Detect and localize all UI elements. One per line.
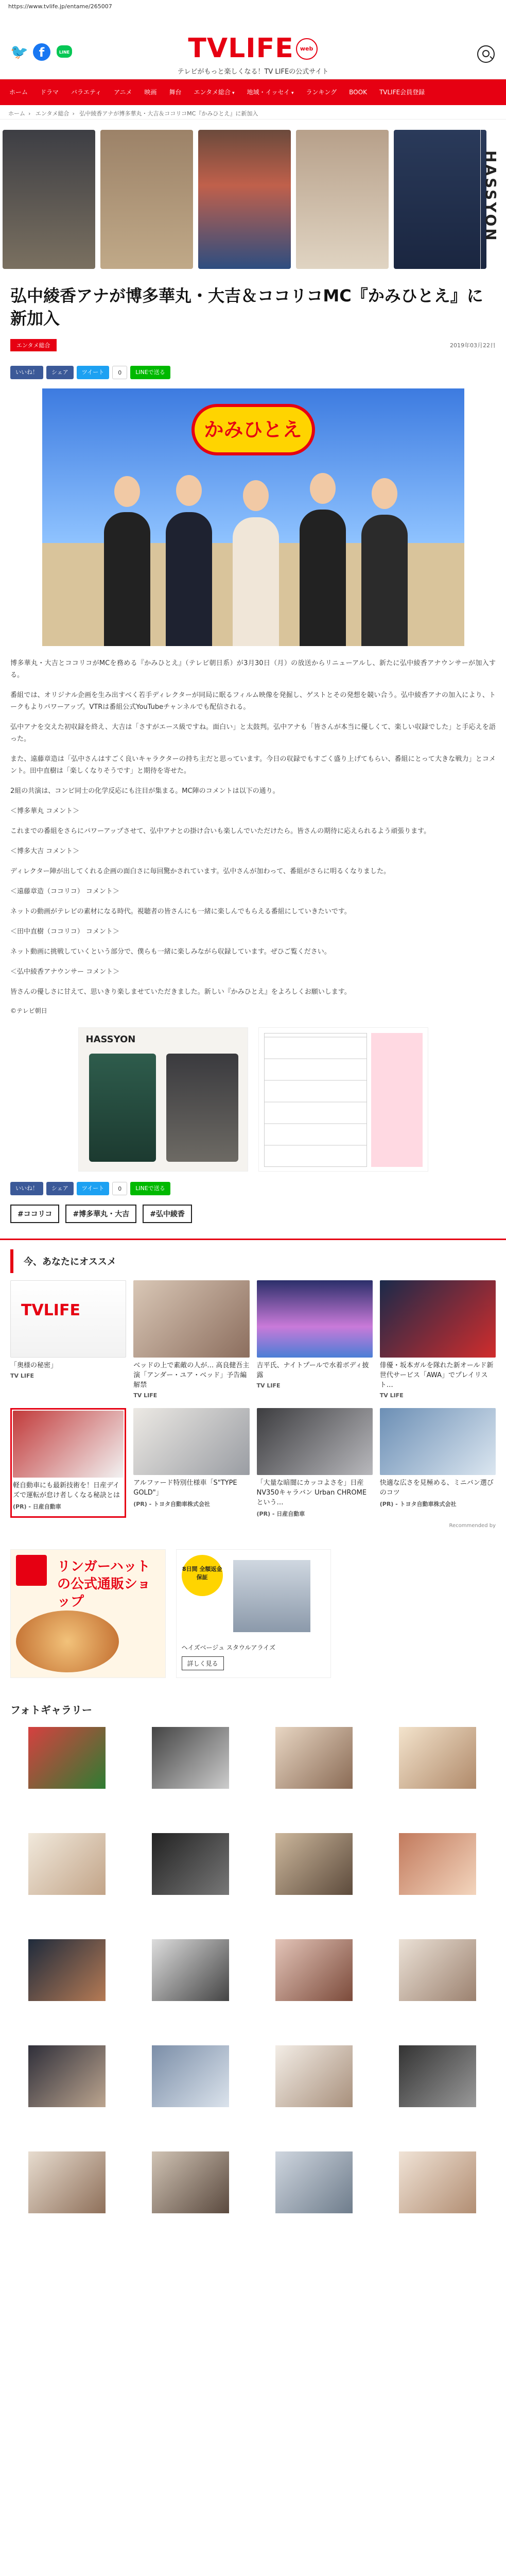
- site-logo[interactable]: [179, 34, 326, 63]
- ad-coat-image: [166, 1054, 238, 1162]
- gallery-photo[interactable]: [275, 2045, 353, 2107]
- ad-ringerhut[interactable]: [10, 1549, 166, 1678]
- card-caption: ベッドの上で素敵の人が… 高良健吾主演「アンダー・ユア・ベッド」予告編解禁: [133, 1362, 250, 1389]
- bottom-ads: [0, 1549, 506, 1678]
- publish-date: 2019年03月22日: [450, 342, 496, 349]
- cast-member: [104, 512, 150, 646]
- cast-head: [372, 478, 397, 509]
- cast-head: [243, 480, 269, 511]
- cast-member: [233, 517, 279, 646]
- gallery-photo[interactable]: [275, 1939, 353, 2001]
- paragraph: 博多華丸・大吉とココリコがMCを務める『かみひとえ』（テレビ朝日系）が3月30日（月）の放送からリニューアルし、新たに弘中綾香アナウンサーが加入する。: [10, 659, 496, 679]
- paragraph: 番組では、オリジナル企画を生み出すべく若手ディレクターが同局に眠るフィルム映像を発掘し、ゲストとその発想を競い合う。弘中綾香アナの加入により、トークもよりパワーアップ。VTRは番組公式YouTubeチャンネルでも配信される。: [10, 691, 496, 711]
- ad-product-image: [233, 1560, 310, 1632]
- card-thumbnail: [257, 1408, 373, 1475]
- gallery-photo[interactable]: [399, 1727, 476, 1789]
- paragraph: 弘中アナを交えた初収録を終え、大吉は「さすがエース級ですね。面白い」と太鼓判。弘中アナも「皆さんが本当に優しくて、楽しい収録でした」と手応えを語った。: [10, 723, 496, 743]
- breadcrumb: ホーム › エンタメ総合 › 弘中綾香アナが博多華丸・大吉＆ココリコMC『かみひとえ』に新加入: [0, 105, 506, 120]
- logo-text: TVLIFE: [188, 33, 294, 64]
- card-source: TV LIFE: [10, 1372, 34, 1379]
- card-thumbnail: [10, 1280, 126, 1358]
- card-source: (PR) - 日産自動車: [256, 1511, 305, 1517]
- card-source: TV LIFE: [379, 1392, 404, 1399]
- ad-brand-text: HASSYON: [482, 150, 499, 243]
- breadcrumb-home[interactable]: ホーム: [8, 110, 25, 117]
- card-source: (PR) - トヨタ自動車株式会社: [133, 1501, 211, 1507]
- comment-heading: ＜田中直樹（ココリコ） コメント＞: [10, 928, 119, 936]
- card-thumbnail: [380, 1280, 496, 1358]
- card-source: TV LIFE: [256, 1382, 281, 1389]
- manga-cover: [371, 1033, 423, 1167]
- comment-text: これまでの番組をさらにパワーアップさせて、弘中アナとの掛け合いも楽しんでいただけたら。皆さんの期待に応えられるよう頑張ります。: [10, 827, 431, 835]
- ringerhut-logo-icon: [16, 1555, 47, 1586]
- card-caption: 俳優・坂本ガルを隊れた新オールド新世代サービス「AWA」でプレイリスト…: [379, 1362, 494, 1389]
- comment-heading: ＜遠藤章造（ココリコ） コメント＞: [10, 888, 119, 895]
- card-caption: アルファード特別仕様車「S"TYPE GOLD"」: [133, 1479, 237, 1497]
- nav-book[interactable]: BOOK: [349, 89, 367, 96]
- comment-heading: ＜弘中綾香アナウンサー コメント＞: [10, 968, 120, 976]
- cast-member: [361, 515, 408, 646]
- card-source: (PR) - 日産自動車: [13, 1503, 61, 1510]
- line-share-button[interactable]: LINEで送る: [130, 366, 170, 379]
- inline-ads: [10, 1027, 496, 1172]
- gallery-photo[interactable]: [399, 2151, 476, 2213]
- line-icon[interactable]: [56, 43, 73, 61]
- comment-text: ネットの動画がテレビの素材になる時代。視聴者の皆さんにも一緒に楽しんでもらえる番組にしていきたいです。: [10, 908, 351, 916]
- nav-anime[interactable]: アニメ: [114, 89, 132, 96]
- ad-coat-image: [3, 130, 95, 269]
- tweet-count: 0: [112, 1182, 127, 1195]
- recommended-by-label: Recommended by: [449, 1523, 496, 1529]
- gallery-photo[interactable]: [399, 2045, 476, 2107]
- recommend-heading: 今、あなたにオススメ: [10, 1249, 496, 1273]
- manga-panels: [264, 1033, 367, 1167]
- recommend-card[interactable]: [10, 1280, 126, 1399]
- gallery-heading: フォトギャラリー: [10, 1704, 92, 1716]
- ad-coat-image: [198, 130, 291, 269]
- ad-cta-button[interactable]: 詳しく見る: [182, 1656, 224, 1670]
- show-sign-text: かみひとえ: [204, 418, 302, 441]
- section-divider: [0, 1239, 506, 1240]
- nav-home[interactable]: ホーム: [9, 89, 28, 96]
- recommend-card[interactable]: [380, 1280, 496, 1399]
- main-nav: [0, 79, 506, 105]
- gallery-photo[interactable]: [399, 1833, 476, 1895]
- photo-gallery: [0, 1727, 506, 2213]
- facebook-like-button[interactable]: いいね！: [10, 366, 43, 379]
- web-badge: web: [296, 38, 318, 60]
- gallery-photo[interactable]: [275, 2151, 353, 2213]
- cast-member: [300, 510, 346, 646]
- recommend-grid: [0, 1280, 506, 1399]
- address-bar[interactable]: https://www.tvlife.jp/entame/265007: [0, 0, 506, 12]
- ad-brand-text: HASSYON: [85, 1034, 136, 1045]
- gallery-photo[interactable]: [28, 1833, 106, 1895]
- card-caption: 「奥様の秘密」: [10, 1362, 58, 1369]
- site-header: [0, 12, 506, 79]
- sponsored-card[interactable]: [10, 1408, 126, 1518]
- ad-coat-image: [394, 130, 486, 269]
- copyright-source: ©テレビ朝日: [10, 1007, 47, 1014]
- nav-drama[interactable]: ドラマ: [40, 89, 59, 96]
- gallery-photo[interactable]: [152, 2045, 229, 2107]
- show-sign: [191, 404, 315, 455]
- share-bar-bottom: [10, 1182, 496, 1195]
- facebook-icon[interactable]: f: [33, 43, 50, 61]
- nav-movie[interactable]: 映画: [144, 89, 157, 96]
- card-thumbnail: [257, 1280, 373, 1358]
- card-thumbnail: [133, 1408, 249, 1475]
- nav-stage[interactable]: 舞台: [169, 89, 182, 96]
- nav-ranking[interactable]: ランキング: [306, 89, 337, 96]
- ad-coat-image: [296, 130, 389, 269]
- gallery-photo[interactable]: [152, 1833, 229, 1895]
- comment-heading: ＜博多大吉 コメント＞: [10, 848, 80, 855]
- gallery-photo[interactable]: [152, 2151, 229, 2213]
- card-thumbnail: [380, 1408, 496, 1475]
- nav-entame[interactable]: エンタメ総合 ▾: [188, 79, 241, 105]
- breadcrumb-category[interactable]: エンタメ総合: [35, 110, 69, 117]
- card-caption: 「大量な暗闇にカッコよさを」日産NV350キャラバン Urban CHROMEという…: [256, 1479, 367, 1506]
- card-thumbnail: [133, 1280, 249, 1358]
- card-caption: 軽自動車にも最新技術を！日産デイズで運転が怠け者しくなる秘訣とは: [13, 1482, 120, 1499]
- ad-brand-panel: [480, 130, 501, 269]
- twitter-icon[interactable]: 🐦: [10, 43, 28, 60]
- card-caption: 快適な広さを見極める、ミニバン選びのコツ: [379, 1479, 494, 1497]
- facebook-like-button[interactable]: いいね！: [10, 1182, 43, 1195]
- ad-food-image: [16, 1611, 119, 1672]
- recommend-card[interactable]: [257, 1280, 373, 1399]
- gallery-photo[interactable]: [275, 1833, 353, 1895]
- gallery-photo[interactable]: [399, 1939, 476, 2001]
- comment-heading: ＜博多華丸 コメント＞: [10, 807, 80, 815]
- nav-region[interactable]: 地域・イッセイ ▾: [241, 79, 300, 105]
- ad-manga[interactable]: [258, 1027, 428, 1172]
- tweet-count: 0: [112, 366, 127, 379]
- card-source: (PR) - トヨタ自動車株式会社: [379, 1501, 457, 1507]
- tag-list: [10, 1205, 496, 1223]
- fashion-ad-banner[interactable]: [0, 125, 506, 274]
- ad-smartwear[interactable]: [176, 1549, 331, 1678]
- search-button[interactable]: [477, 45, 495, 63]
- card-thumbnail: [13, 1411, 124, 1478]
- gallery-photo[interactable]: [28, 1727, 106, 1789]
- facebook-share-button[interactable]: シェア: [46, 1182, 74, 1195]
- svg-text:LINE: LINE: [59, 50, 70, 55]
- category-badge[interactable]: エンタメ総合: [10, 339, 57, 351]
- gallery-photo[interactable]: [28, 2045, 106, 2107]
- paragraph: 2組の共演は、コンビ同士の化学反応にも注目が集まる。MC陣のコメントは以下の通り。: [10, 787, 280, 795]
- search-icon: [482, 50, 490, 57]
- gallery-photo[interactable]: [28, 2151, 106, 2213]
- tag-link[interactable]: #ココリコ: [10, 1205, 59, 1223]
- ad-title: リンガーハットの公式通販ショップ: [57, 1559, 151, 1609]
- cast-head: [310, 473, 336, 504]
- tweet-button[interactable]: ツイート: [77, 366, 109, 379]
- cast-member: [166, 512, 212, 646]
- cast-head: [114, 476, 140, 507]
- gallery-photo[interactable]: [28, 1939, 106, 2001]
- tag-link[interactable]: #博多華丸・大吉: [65, 1205, 136, 1223]
- share-bar-top: [10, 366, 496, 379]
- hero-photo: [42, 388, 464, 646]
- article-title: 弘中綾香アナが博多華丸・大吉＆ココリコMC『かみひとえ』に新加入: [10, 286, 483, 328]
- recommend-card[interactable]: [133, 1280, 249, 1399]
- ad-badge: 8日間 全額返金保証: [182, 1555, 223, 1596]
- nav-variety[interactable]: バラエティ: [71, 89, 102, 96]
- card-logo-text: TVLIFE: [21, 1301, 80, 1319]
- cast-head: [176, 475, 202, 506]
- sponsored-card[interactable]: [133, 1408, 249, 1518]
- line-share-button[interactable]: LINEで送る: [130, 1182, 170, 1195]
- article-body: [10, 657, 496, 998]
- tweet-button[interactable]: ツイート: [77, 1182, 109, 1195]
- comment-text: ディレクター陣が出してくれる企画の面白さに毎回驚かされています。弘中さんが加わって、番組がさらに明るくなりました。: [10, 868, 391, 875]
- ad-coat-image: [100, 130, 193, 269]
- sponsored-grid: [0, 1408, 506, 1518]
- sponsored-card[interactable]: [380, 1408, 496, 1518]
- gallery-photo[interactable]: [275, 1727, 353, 1789]
- ad-coat-image: [89, 1054, 156, 1162]
- comment-text: 皆さんの優しさに甘えて、思いきり楽しませていただきました。新しい『かみひとえ』をよろしくお願いします。: [10, 988, 351, 996]
- tagline: テレビがもっと楽しくなる！TV LIFEの公式サイト: [177, 68, 329, 76]
- article-meta: [10, 337, 496, 355]
- gallery-photo[interactable]: [152, 1939, 229, 2001]
- card-caption: 吉平氏、ナイトプールで水着ボディ披露: [256, 1362, 369, 1379]
- article: [0, 284, 506, 1223]
- comment-text: ネット動画に挑戦していくという部分で、僕らも一緒に楽しみながら収録しています。ぜひご覧ください。: [10, 948, 331, 956]
- gallery-photo[interactable]: [152, 1727, 229, 1789]
- ad-caption: ヘイズベージュ スタウルアライズ: [181, 1644, 276, 1651]
- ad-hassyon[interactable]: [78, 1027, 248, 1172]
- breadcrumb-current: 弘中綾香アナが博多華丸・大吉＆ココリコMC『かみひとえ』に新加入: [79, 110, 258, 117]
- facebook-share-button[interactable]: シェア: [46, 366, 74, 379]
- nav-register[interactable]: TVLIFE会員登録: [379, 89, 425, 96]
- card-source: TV LIFE: [133, 1392, 158, 1399]
- tag-link[interactable]: #弘中綾香: [143, 1205, 192, 1223]
- sponsored-card[interactable]: [257, 1408, 373, 1518]
- paragraph: また、遠藤章造は「弘中さんはすごく良いキャラクターの持ち主だと思っています。今日の収録でもすごく盛り上げてもらい、番組にとって大きな戦力」とコメント。田中直樹は「楽しくなりそうです」と期待を寄せた。: [10, 755, 496, 775]
